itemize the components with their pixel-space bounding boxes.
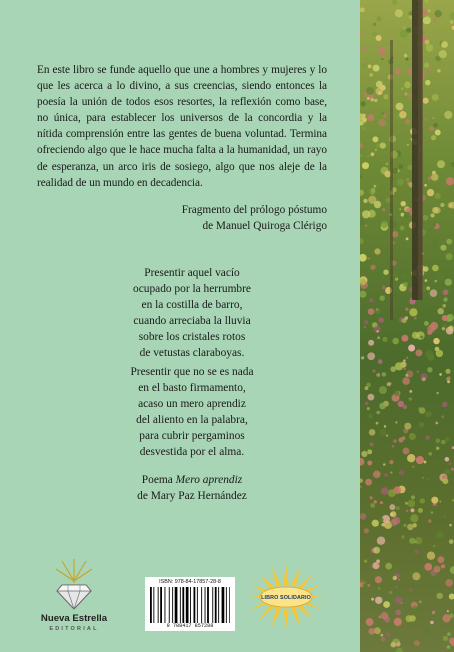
- poem-line: Presentir que no se es nada: [130, 366, 254, 378]
- seal-label: LIBRO SOLIDARIO: [261, 595, 311, 601]
- poem-line: ocupado por la herrumbre: [133, 283, 251, 296]
- prologue-attribution-line2: de Manuel Quiroga Clérigo: [202, 220, 327, 232]
- prologue-attribution: [80, 202, 327, 234]
- poem-credit: [80, 472, 304, 504]
- poem-line: en el basto firmamento,: [138, 382, 246, 395]
- poem-line: cuando arreciaba la lluvia: [133, 315, 251, 328]
- isbn-label: ISBN: 978-84-17857-28-8: [159, 579, 221, 585]
- poem-line: acaso un mero aprendiz: [138, 398, 246, 411]
- poem-line: en la costilla de barro,: [141, 299, 243, 312]
- star-diamond-icon: [34, 555, 114, 613]
- barcode-digits: 9 788417 857288: [166, 623, 214, 629]
- poem-line: para cubrir pergaminos: [139, 430, 245, 443]
- poem-stanza-2: [80, 364, 304, 461]
- poem-line: Presentir aquel vacío: [144, 267, 240, 279]
- barcode-bars: [150, 587, 230, 623]
- poem-line: sobre los cristales rotos: [138, 331, 246, 344]
- poem-line: del aliento en la palabra,: [136, 414, 248, 427]
- forest-painting: [360, 0, 454, 652]
- poem-author: de Mary Paz Hernández: [137, 490, 247, 502]
- barcode: [145, 577, 235, 631]
- poem-line: de vetustas claraboyas.: [139, 347, 245, 360]
- libro-solidario-seal: [246, 560, 326, 630]
- poem-title: Mero aprendiz: [175, 474, 243, 486]
- publisher-subtitle: EDITORIAL: [49, 626, 99, 632]
- publisher-logo: [34, 555, 114, 647]
- poem-credit-prefix: Poema: [141, 474, 176, 486]
- prologue-fragment: En este libro se funde aquello que une a hombres y mujeres y lo que les acerca a lo divino, a sus creencias, siendo entonces la poesía la unión de todos esos resortes, la reflexión como base, no única, para establecer los universos de la concordia y la nítida comprensión entre las gentes de buena voluntad. Termina ofreciendo algo que le hace mucha falta a la humanidad, un rayo de esperanza, un arco iris de sosiego, algo que nos aleje de la realidad de un mundo en decadencia.: [37, 64, 327, 189]
- publisher-name: Nueva Estrella: [40, 613, 108, 624]
- poem-line: desvestida por el alma.: [139, 446, 245, 459]
- poem-stanza-1: [80, 265, 304, 362]
- prologue-attribution-line1: Fragmento del prólogo póstumo: [181, 204, 327, 216]
